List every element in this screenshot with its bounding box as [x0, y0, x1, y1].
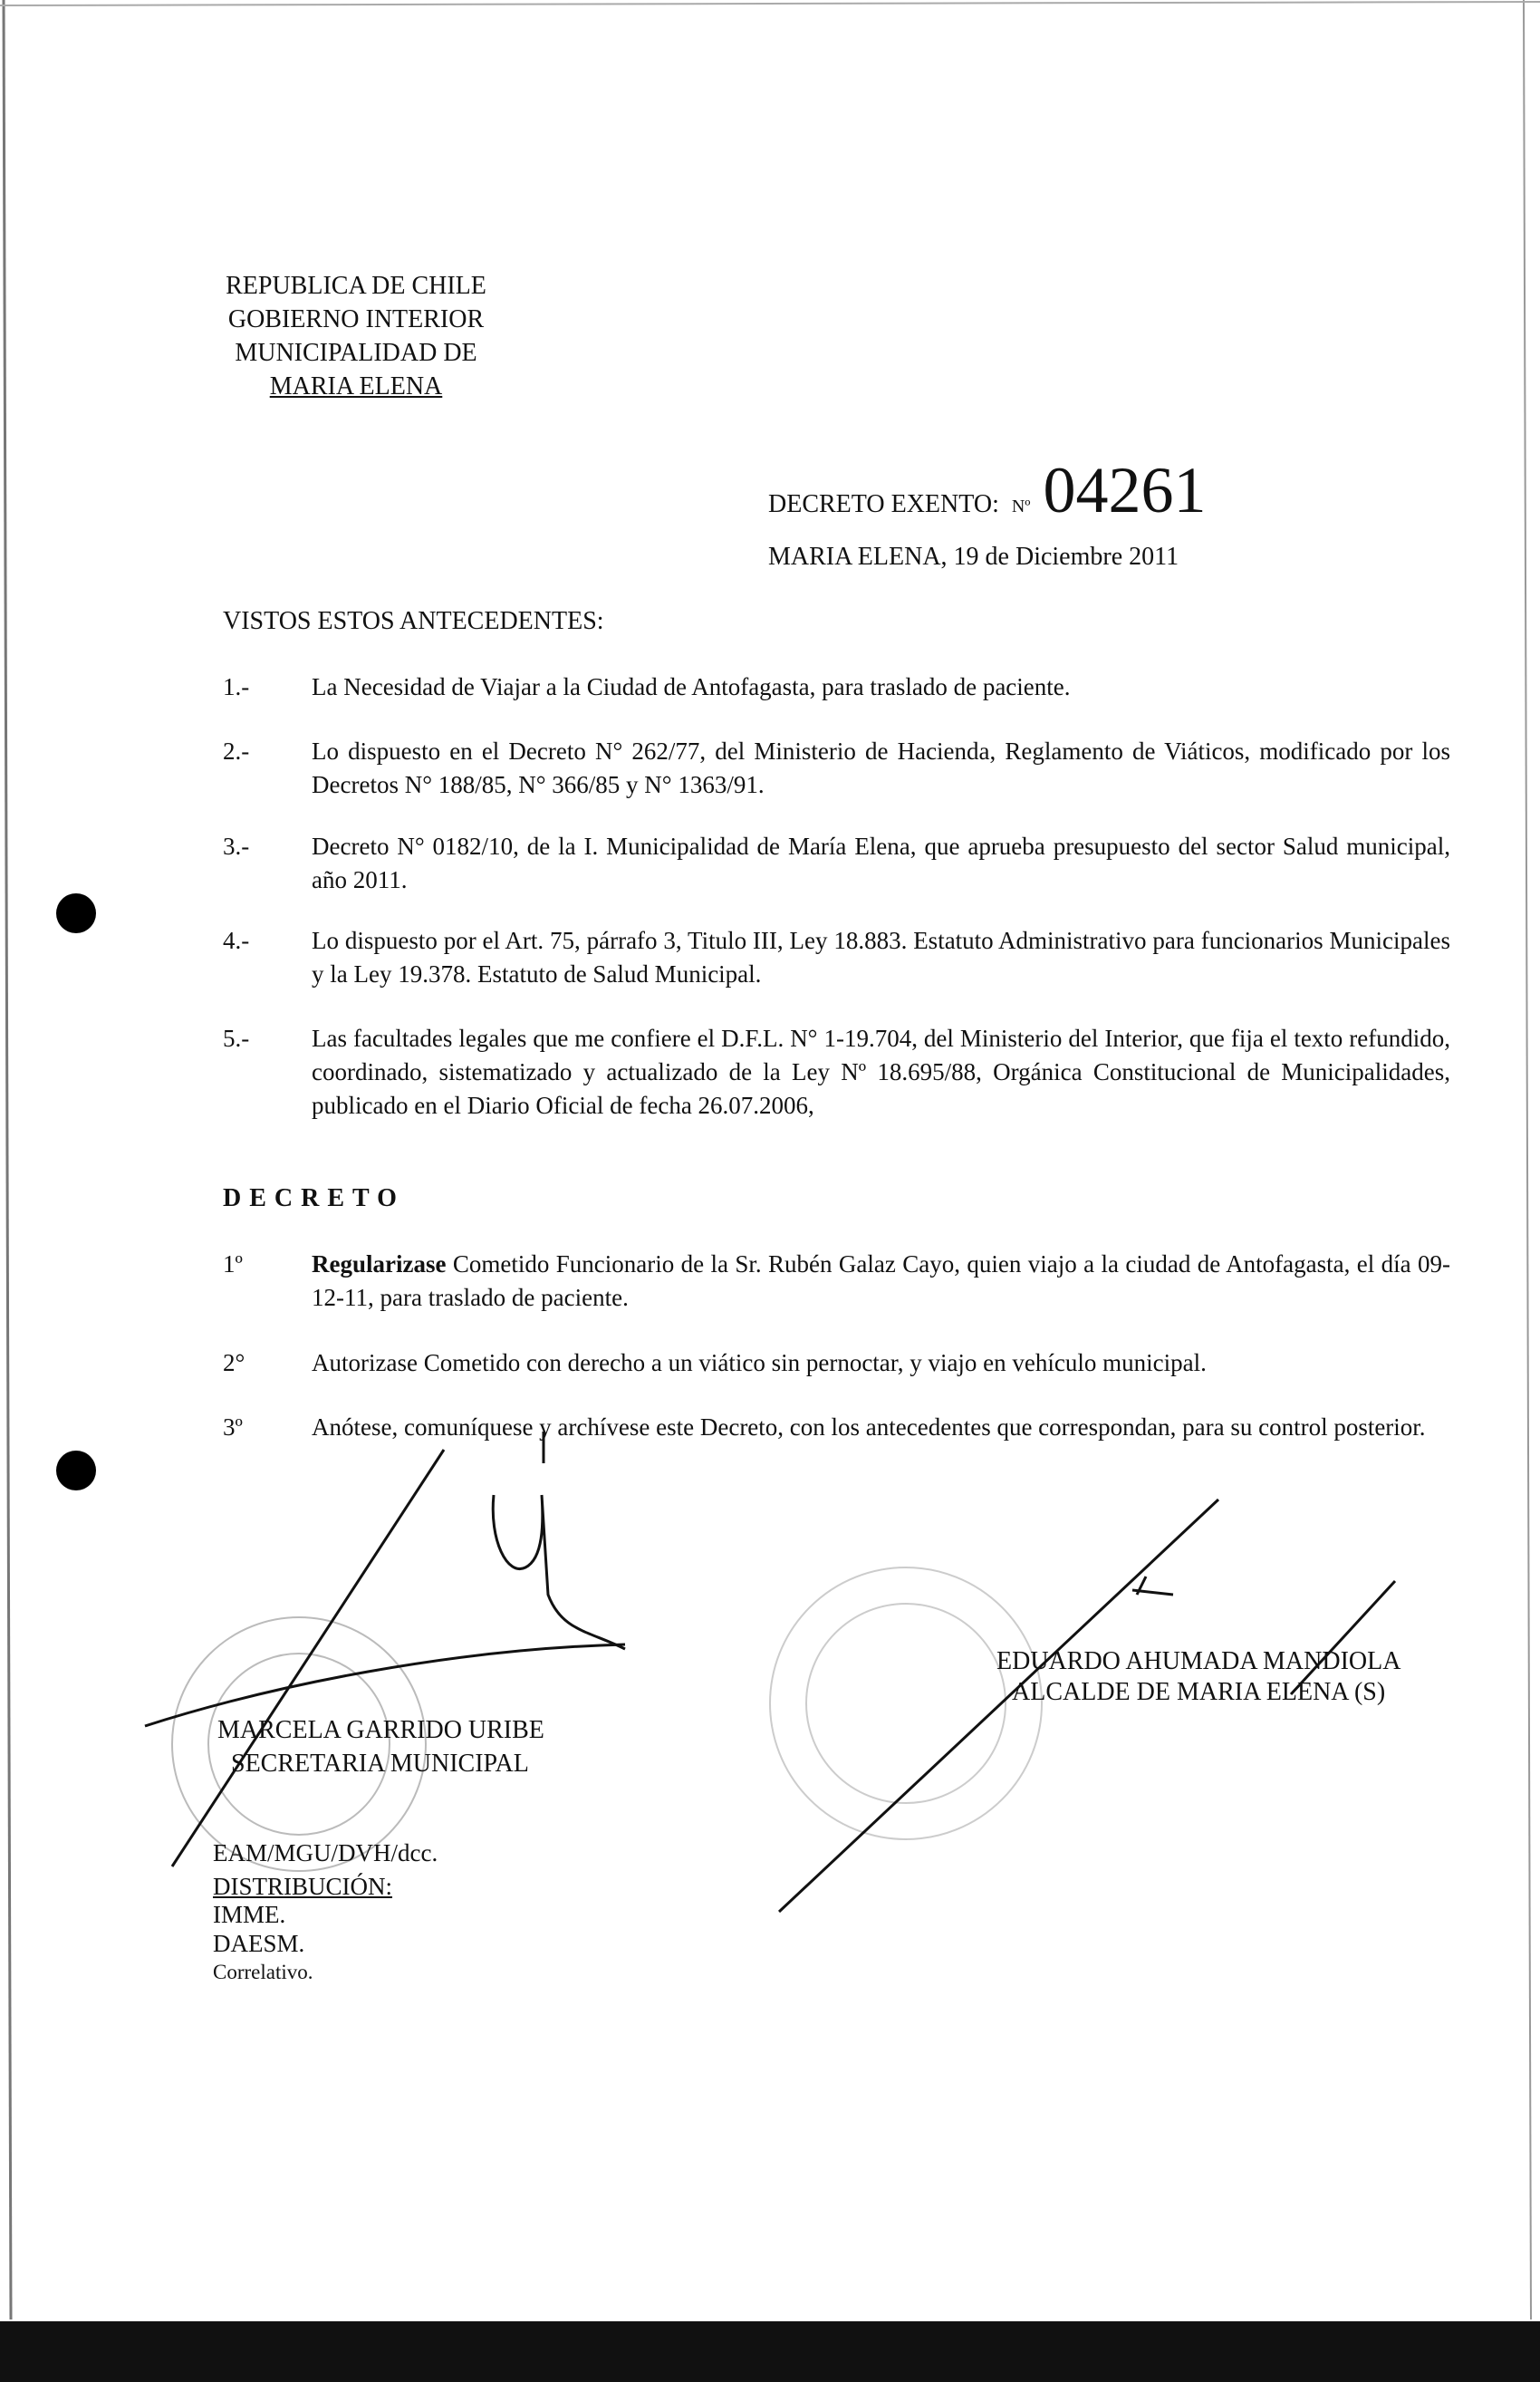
item-number: 1.-: [223, 673, 250, 700]
correlativo: Correlativo.: [213, 1961, 313, 1983]
item-number: 4.-: [223, 927, 250, 954]
punch-hole: [56, 893, 96, 933]
number-label: Nº: [1011, 497, 1031, 516]
distribucion-label: DISTRIBUCIÓN:: [213, 1873, 393, 1900]
letterhead-line: MUNICIPALIDAD DE: [235, 339, 477, 367]
item-number: 2°: [223, 1349, 245, 1376]
item-number: 5.-: [223, 1025, 250, 1052]
signature-left: [145, 1432, 625, 1866]
left-signer-name: MARCELA GARRIDO URIBE: [217, 1716, 544, 1744]
decreto-item-verb: Regularizase: [312, 1250, 447, 1278]
stamp-right: [770, 1567, 1042, 1839]
vistos-item: La Necesidad de Viajar a la Ciudad de Antofagasta, para traslado de paciente.: [312, 673, 1071, 700]
right-signer-title: ALCALDE DE MARIA ELENA (S): [1012, 1678, 1386, 1706]
decree-number: 04261: [1043, 454, 1207, 526]
letterhead-line: GOBIERNO INTERIOR: [227, 305, 485, 333]
right-signer-name: EDUARDO AHUMADA MANDIOLA: [996, 1647, 1401, 1675]
decreto-title: DECRETO: [223, 1184, 405, 1212]
place-date: MARIA ELENA, 19 de Diciembre 2011: [768, 543, 1179, 571]
decreto-item: Anótese, comuníquese y archívese este Decreto, con los antecedentes que correspondan, para su control posterior.: [312, 1413, 1426, 1441]
item-number: 2.-: [223, 738, 250, 765]
vistos-item: Las facultades legales que me confiere el D.F.L. N° 1-19.704, del Ministerio del Interior, que fija el texto refundido, coordinado, sistematizado y actualizado de la Ley Nº 18.695/88, Orgánica Constitucional de Municipalidades, publicado en el Diario Oficial de fecha 26.07.2006,: [312, 1025, 1450, 1119]
decreto-item-text: Cometido Funcionario de la Sr. Rubén Galaz Cayo, quien viajo a la ciudad de Antofagasta, el día 09-12-11, para traslado de paciente.: [312, 1250, 1450, 1311]
decree-label: DECRETO EXENTO:: [768, 490, 999, 518]
item-number: 3.-: [223, 833, 250, 860]
letterhead-line: REPUBLICA DE CHILE: [226, 272, 486, 300]
vistos-item: Lo dispuesto por el Art. 75, párrafo 3, Titulo III, Ley 18.883. Estatuto Administrativo para funcionarios Municipales y la Ley 19.378. Estatuto de Salud Municipal.: [312, 927, 1450, 988]
decreto-item: Autorizase Cometido con derecho a un viático sin pernoctar, y viajo en vehículo municipal.: [312, 1349, 1207, 1376]
vistos-title: VISTOS ESTOS ANTECEDENTES:: [223, 607, 604, 635]
punch-hole: [56, 1451, 96, 1490]
recipient: IMME.: [213, 1901, 286, 1928]
item-number: 1º: [223, 1250, 243, 1278]
letterhead-line: MARIA ELENA: [269, 372, 443, 400]
left-signer-title: SECRETARIA MUNICIPAL: [231, 1750, 529, 1778]
recipient: DAESM.: [213, 1930, 305, 1957]
item-number: 3º: [223, 1413, 243, 1441]
vistos-item: Decreto N° 0182/10, de la I. Municipalidad de María Elena, que aprueba presupuesto del sector Salud municipal, año 2011.: [312, 833, 1450, 893]
vistos-item: Lo dispuesto en el Decreto N° 262/77, del Ministerio de Hacienda, Reglamento de Viáticos, modificado por los Decretos N° 188/85, N° 366/85 y N° 1363/91.: [312, 738, 1450, 798]
decree-number-line: [768, 453, 1207, 528]
decreto-item: [312, 1248, 1450, 1315]
initials: EAM/MGU/DVH/dcc.: [213, 1839, 438, 1866]
